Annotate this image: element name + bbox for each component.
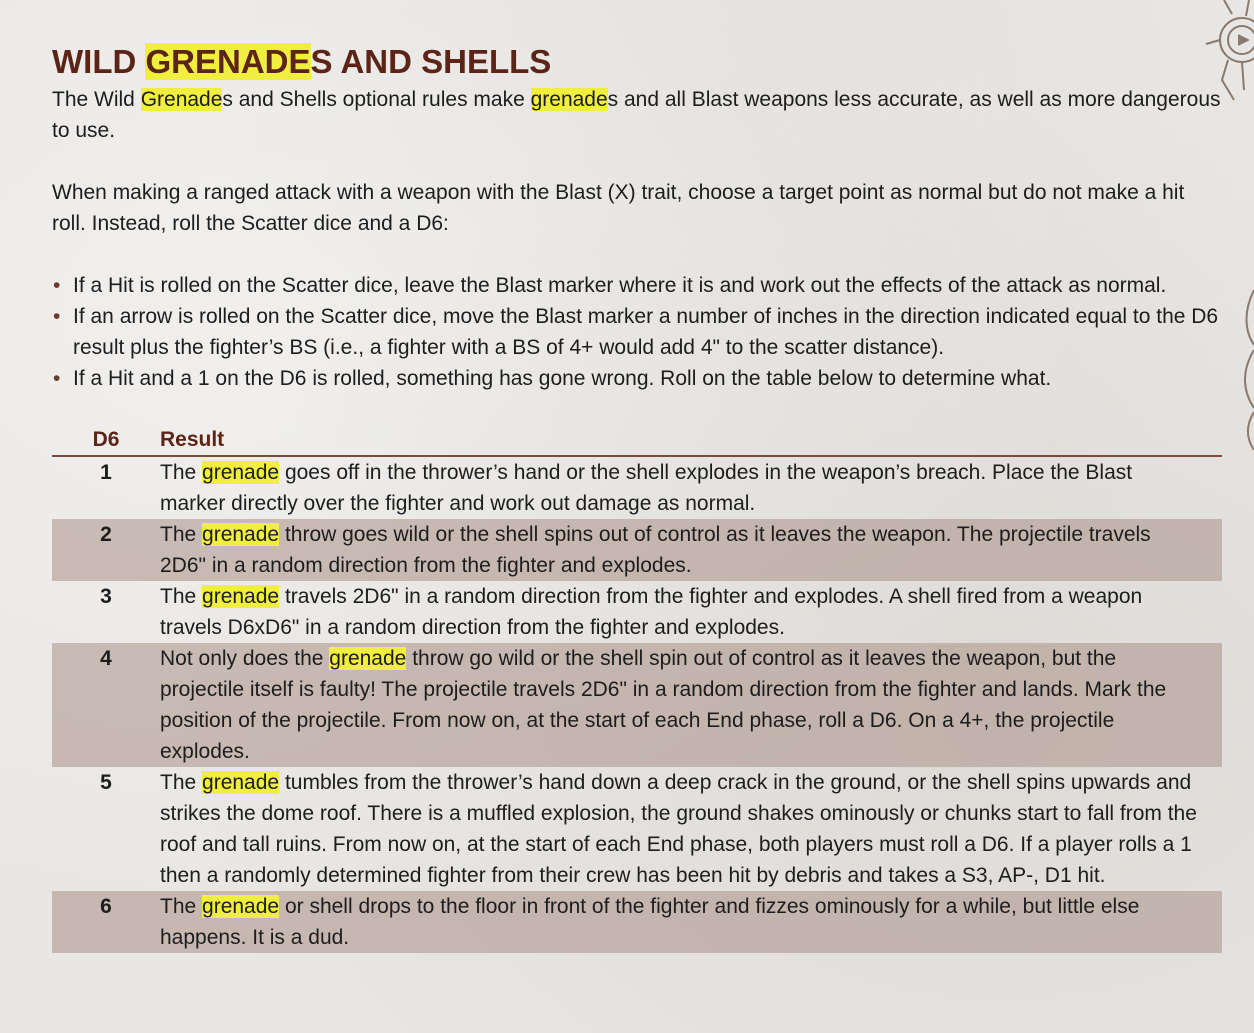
table-row	[52, 456, 1222, 519]
row-highlight: grenade	[202, 523, 280, 546]
row-highlight: grenade	[202, 461, 280, 484]
intro-text-1: The Wild	[52, 88, 141, 111]
row-result: The grenade travels 2D6" in a random direction from the fighter and explodes. A shell fired from a weapon travels D6xD6" in a random direction from the fighter and explodes.	[160, 585, 1143, 639]
row-highlight: grenade	[202, 895, 280, 918]
page-title	[52, 42, 1222, 82]
title-post: S AND SHELLS	[310, 43, 552, 80]
table-row	[52, 519, 1222, 581]
row-result: The grenade or shell drops to the floor in front of the fighter and fizzes ominously for a while, but little else happens. It is a dud.	[160, 891, 1222, 953]
instructions-paragraph: When making a ranged attack with a weapon with the Blast (X) trait, choose a target point as normal but do not make a hit roll. Instead, roll the Scatter dice and a D6:	[52, 181, 1185, 235]
bullet-dot-icon: •	[53, 367, 61, 390]
table-row	[52, 643, 1222, 767]
row-highlight: grenade	[202, 585, 280, 608]
edge-ornament-icon	[1240, 290, 1254, 450]
row-d6-value: 3	[100, 585, 112, 608]
intro-text-3: s and all Blast weapons less accurate, as well as more dangerous to use.	[52, 88, 1221, 142]
header-result: Result	[160, 428, 225, 451]
title-pre: WILD	[52, 43, 146, 80]
bullet-item	[52, 270, 1222, 301]
row-d6-value: 5	[100, 771, 112, 794]
title-highlight: GRENADE	[145, 43, 311, 80]
row-highlight: grenade	[202, 771, 280, 794]
intro-text-2: s and Shells optional rules make	[222, 88, 531, 111]
intro-highlight-2: grenade	[530, 88, 608, 111]
row-result: The grenade tumbles from the thrower’s hand down a deep crack in the ground, or the shell spins upwards and strikes the dome roof. There is a muffled explosion, the ground shakes ominously or chunks start to fall from the roof and tall ruins. From now on, at the start of each End phase, both players must roll a D6. If a player rolls a 1 then a randomly determined fighter from their crew has been hit by debris and takes a S3, AP-, D1 hit.	[160, 771, 1197, 887]
row-d6-value: 1	[100, 461, 112, 484]
intro-paragraph	[52, 84, 1222, 146]
bullet-item	[52, 363, 1222, 394]
row-d6-value: 2	[52, 519, 160, 581]
table-row	[52, 891, 1222, 953]
row-result: The grenade throw goes wild or the shell spins out of control as it leaves the weapon. The projectile travels 2D6" in a random direction from the fighter and explodes.	[160, 519, 1222, 581]
row-d6-value: 4	[52, 643, 160, 767]
table-header-row	[52, 424, 1222, 456]
row-d6-value: 6	[52, 891, 160, 953]
result-table	[52, 424, 1222, 953]
bullet-text: If a Hit is rolled on the Scatter dice, leave the Blast marker where it is and work out the effects of the attack as normal.	[73, 274, 1167, 297]
row-result: The grenade goes off in the thrower’s hand or the shell explodes in the weapon’s breach. Place the Blast marker directly over the fighter and work out damage as normal.	[160, 461, 1133, 515]
bullet-text: If an arrow is rolled on the Scatter dice, move the Blast marker a number of inches in the direction indicated equal to the D6 result plus the fighter’s BS (i.e., a fighter with a BS of 4+ would add 4" to the scatter distance).	[73, 305, 1219, 359]
bullet-dot-icon: •	[53, 274, 61, 297]
table-row	[52, 767, 1222, 891]
bullet-dot-icon: •	[53, 305, 61, 328]
rules-bullet-list	[52, 270, 1222, 394]
table-row	[52, 581, 1222, 643]
rules-page	[52, 42, 1222, 953]
bullet-item	[52, 301, 1222, 363]
row-highlight: grenade	[329, 647, 407, 670]
row-result: Not only does the grenade throw go wild or the shell spin out of control as it leaves the weapon, but the projectile itself is faulty! The projectile travels 2D6" in a random direction from the fighter and lands. Mark the position of the projectile. From now on, at the start of each End phase, roll a D6. On a 4+, the projectile explodes.	[160, 643, 1222, 767]
bullet-text: If a Hit and a 1 on the D6 is rolled, something has gone wrong. Roll on the table below to determine what.	[73, 367, 1052, 390]
header-d6: D6	[92, 428, 120, 451]
intro-highlight-1: Grenade	[140, 88, 223, 111]
